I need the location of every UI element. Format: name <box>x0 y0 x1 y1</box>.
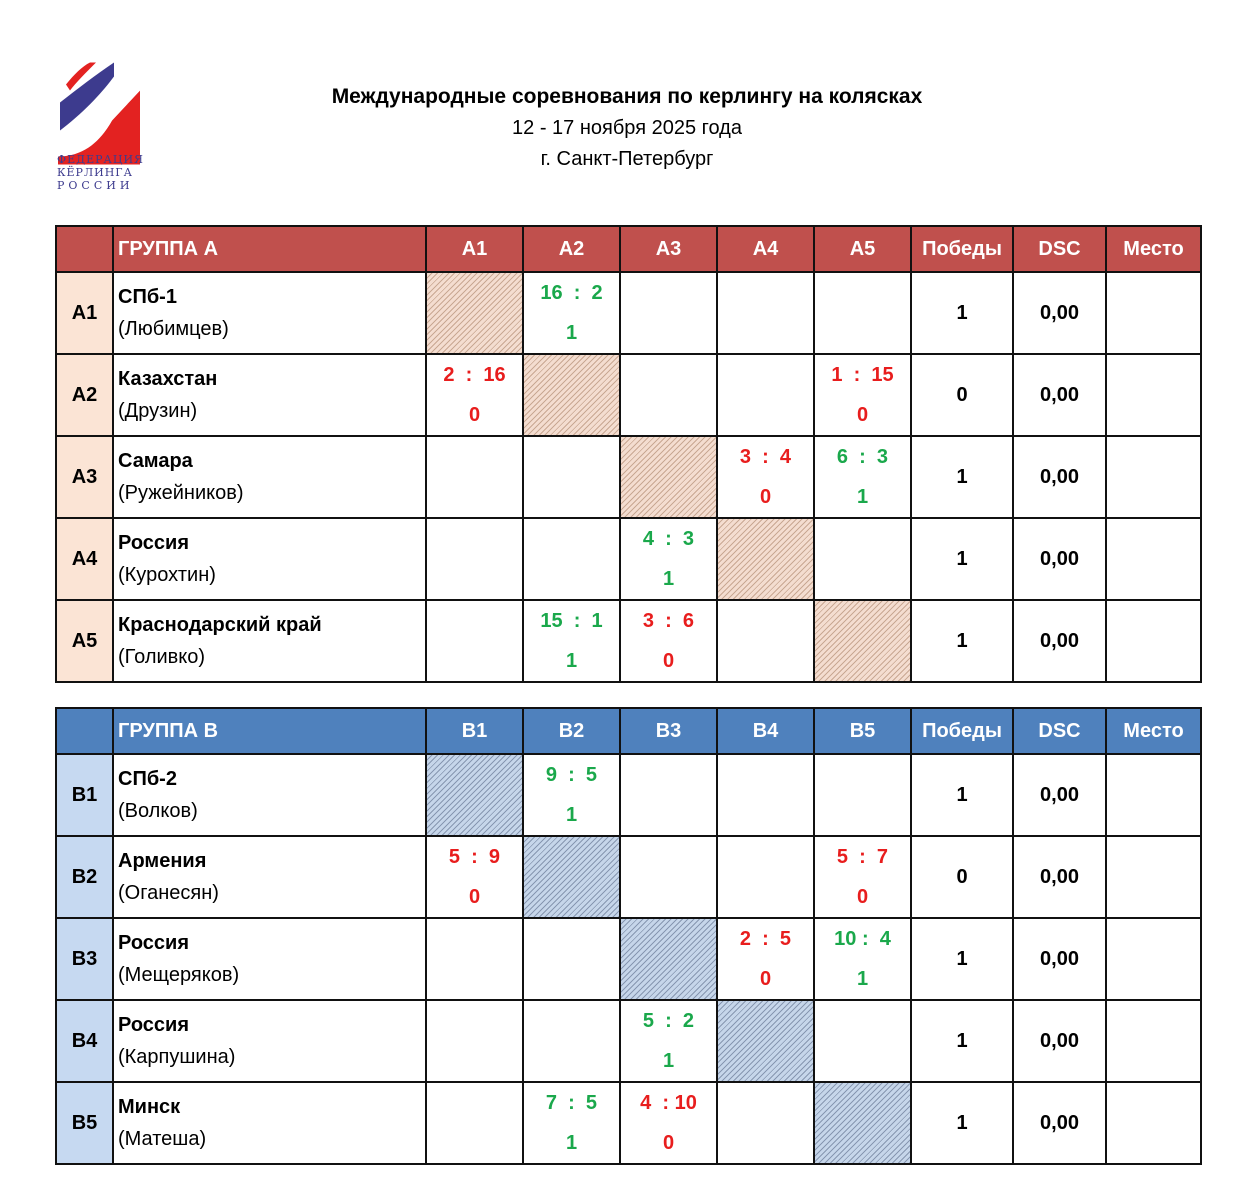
table-row <box>56 436 1201 518</box>
match-points: 1 <box>565 650 578 672</box>
empty-result-cell <box>426 600 523 682</box>
dsc-value: 0,00 <box>1013 518 1106 600</box>
match-result-cell <box>620 1000 717 1082</box>
match-score: 9 : 5 <box>545 764 598 786</box>
wins-value: 1 <box>911 918 1013 1000</box>
skip-name: (Курохтин) <box>118 564 216 586</box>
diagonal-cell <box>620 436 717 518</box>
diagonal-cell <box>814 600 911 682</box>
match-score: 2 : 5 <box>739 928 792 950</box>
column-header: B4 <box>717 708 814 754</box>
diagonal-cell <box>426 272 523 354</box>
skip-name: (Оганесян) <box>118 882 219 904</box>
match-result-cell <box>717 918 814 1000</box>
dsc-value: 0,00 <box>1013 600 1106 682</box>
dsc-header: DSC <box>1013 708 1106 754</box>
skip-name: (Друзин) <box>118 400 198 422</box>
match-result-cell <box>523 1082 620 1164</box>
wins-value: 1 <box>911 1082 1013 1164</box>
team-cell <box>113 836 426 918</box>
logo-text <box>57 153 144 192</box>
match-points: 0 <box>468 886 481 908</box>
diagonal-cell <box>523 354 620 436</box>
match-result-cell <box>814 918 911 1000</box>
skip-name: (Матеша) <box>118 1128 207 1150</box>
diagonal-cell <box>620 918 717 1000</box>
team-name: Казахстан <box>118 368 218 390</box>
table-row <box>56 918 1201 1000</box>
skip-name: (Карпушина) <box>118 1046 236 1068</box>
match-result-cell <box>620 1082 717 1164</box>
team-name: Армения <box>118 850 207 872</box>
column-header: B3 <box>620 708 717 754</box>
place-value <box>1106 354 1201 436</box>
team-code: A2 <box>56 354 113 436</box>
wins-value: 0 <box>911 354 1013 436</box>
match-score: 5 : 9 <box>448 846 501 868</box>
header-row <box>56 708 1201 754</box>
place-value <box>1106 754 1201 836</box>
team-cell <box>113 918 426 1000</box>
match-result-cell <box>523 754 620 836</box>
table-row <box>56 754 1201 836</box>
table-row <box>56 354 1201 436</box>
team-code: B5 <box>56 1082 113 1164</box>
team-name: СПб-1 <box>118 286 177 308</box>
empty-result-cell <box>426 1082 523 1164</box>
team-cell <box>113 354 426 436</box>
place-header: Место <box>1106 708 1201 754</box>
wins-value: 1 <box>911 272 1013 354</box>
dsc-value: 0,00 <box>1013 436 1106 518</box>
wins-value: 1 <box>911 754 1013 836</box>
table-row <box>56 600 1201 682</box>
team-cell <box>113 272 426 354</box>
empty-result-cell <box>717 272 814 354</box>
empty-result-cell <box>620 754 717 836</box>
empty-result-cell <box>426 918 523 1000</box>
team-cell <box>113 518 426 600</box>
empty-result-cell <box>814 518 911 600</box>
skip-name: (Голивко) <box>118 646 206 668</box>
empty-result-cell <box>523 518 620 600</box>
match-points: 1 <box>856 486 869 508</box>
empty-result-cell <box>426 518 523 600</box>
match-score: 15 : 1 <box>540 610 603 632</box>
empty-result-cell <box>814 754 911 836</box>
place-value <box>1106 836 1201 918</box>
team-code: A5 <box>56 600 113 682</box>
team-name: Самара <box>118 450 193 472</box>
team-code: B2 <box>56 836 113 918</box>
wins-value: 1 <box>911 436 1013 518</box>
column-header: B5 <box>814 708 911 754</box>
team-cell <box>113 600 426 682</box>
match-result-cell <box>717 436 814 518</box>
table-row <box>56 1000 1201 1082</box>
empty-result-cell <box>426 436 523 518</box>
match-result-cell <box>814 436 911 518</box>
diagonal-cell <box>426 754 523 836</box>
match-score: 16 : 2 <box>540 282 603 304</box>
column-header: A5 <box>814 226 911 272</box>
place-value <box>1106 918 1201 1000</box>
place-value <box>1106 1082 1201 1164</box>
match-points: 1 <box>662 1050 675 1072</box>
team-cell <box>113 1000 426 1082</box>
dsc-value: 0,00 <box>1013 1000 1106 1082</box>
team-name: Россия <box>118 932 190 954</box>
team-code: B1 <box>56 754 113 836</box>
wins-header: Победы <box>911 226 1013 272</box>
empty-result-cell <box>620 272 717 354</box>
wins-value: 0 <box>911 836 1013 918</box>
dsc-value: 0,00 <box>1013 918 1106 1000</box>
match-result-cell <box>620 600 717 682</box>
skip-name: (Мещеряков) <box>118 964 240 986</box>
match-result-cell <box>426 354 523 436</box>
match-result-cell <box>620 518 717 600</box>
match-result-cell <box>523 272 620 354</box>
logo-line-1: ФЕДЕРАЦИЯ <box>57 153 144 166</box>
place-value <box>1106 518 1201 600</box>
column-header: B2 <box>523 708 620 754</box>
dsc-value: 0,00 <box>1013 354 1106 436</box>
empty-result-cell <box>523 436 620 518</box>
match-points: 1 <box>662 568 675 590</box>
place-value <box>1106 600 1201 682</box>
diagonal-cell <box>717 518 814 600</box>
match-score: 4 : 10 <box>640 1092 697 1114</box>
match-score: 1 : 15 <box>831 364 894 386</box>
match-result-cell <box>814 354 911 436</box>
match-score: 10 : 4 <box>834 928 891 950</box>
match-points: 0 <box>856 404 869 426</box>
empty-result-cell <box>717 600 814 682</box>
match-result-cell <box>523 600 620 682</box>
empty-result-cell <box>814 272 911 354</box>
dsc-header: DSC <box>1013 226 1106 272</box>
empty-result-cell <box>620 836 717 918</box>
event-dates: 12 - 17 ноября 2025 года <box>512 117 742 139</box>
diagonal-cell <box>717 1000 814 1082</box>
empty-result-cell <box>620 354 717 436</box>
match-score: 5 : 2 <box>642 1010 695 1032</box>
empty-result-cell <box>523 918 620 1000</box>
match-score: 6 : 3 <box>836 446 889 468</box>
table-row <box>56 836 1201 918</box>
match-score: 5 : 7 <box>836 846 889 868</box>
group-a-table <box>55 225 1202 683</box>
match-points: 1 <box>565 804 578 826</box>
team-name: Россия <box>118 1014 190 1036</box>
event-city: г. Санкт-Петербург <box>540 148 714 170</box>
column-header: A1 <box>426 226 523 272</box>
empty-result-cell <box>426 1000 523 1082</box>
match-points: 0 <box>468 404 481 426</box>
empty-result-cell <box>717 836 814 918</box>
dsc-value: 0,00 <box>1013 272 1106 354</box>
logo-line-3: РОССИИ <box>57 179 134 192</box>
logo-line-2: КЁРЛИНГА <box>57 166 133 179</box>
team-code: B3 <box>56 918 113 1000</box>
team-code: A3 <box>56 436 113 518</box>
corner-cell <box>56 226 113 272</box>
dsc-value: 0,00 <box>1013 754 1106 836</box>
table-row <box>56 1082 1201 1164</box>
team-cell <box>113 754 426 836</box>
team-cell <box>113 436 426 518</box>
team-code: A1 <box>56 272 113 354</box>
wins-header: Победы <box>911 708 1013 754</box>
skip-name: (Ружейников) <box>118 482 244 504</box>
team-name: Краснодарский край <box>118 614 322 636</box>
match-points: 1 <box>856 968 869 990</box>
team-name: Россия <box>118 532 190 554</box>
team-code: B4 <box>56 1000 113 1082</box>
match-score: 3 : 4 <box>739 446 792 468</box>
column-header: A2 <box>523 226 620 272</box>
match-result-cell <box>814 836 911 918</box>
wins-value: 1 <box>911 600 1013 682</box>
empty-result-cell <box>717 354 814 436</box>
column-header: A3 <box>620 226 717 272</box>
group-b-table <box>55 707 1202 1165</box>
match-result-cell <box>426 836 523 918</box>
place-header: Место <box>1106 226 1201 272</box>
empty-result-cell <box>717 754 814 836</box>
match-points: 1 <box>565 1132 578 1154</box>
column-header: B1 <box>426 708 523 754</box>
empty-result-cell <box>523 1000 620 1082</box>
match-points: 1 <box>565 322 578 344</box>
wins-value: 1 <box>911 518 1013 600</box>
page-title: Международные соревнования по керлингу на колясках <box>331 85 923 108</box>
table-row <box>56 272 1201 354</box>
empty-result-cell <box>814 1000 911 1082</box>
team-code: A4 <box>56 518 113 600</box>
match-points: 0 <box>856 886 869 908</box>
place-value <box>1106 272 1201 354</box>
match-points: 0 <box>759 968 772 990</box>
match-points: 0 <box>662 1132 675 1154</box>
diagonal-cell <box>523 836 620 918</box>
dsc-value: 0,00 <box>1013 1082 1106 1164</box>
group-name: ГРУППА А <box>113 226 426 272</box>
empty-result-cell <box>717 1082 814 1164</box>
place-value <box>1106 436 1201 518</box>
group-name: ГРУППА В <box>113 708 426 754</box>
match-score: 2 : 16 <box>443 364 506 386</box>
match-points: 0 <box>759 486 772 508</box>
place-value <box>1106 1000 1201 1082</box>
table-row <box>56 518 1201 600</box>
match-score: 4 : 3 <box>642 528 695 550</box>
skip-name: (Волков) <box>118 800 198 822</box>
team-cell <box>113 1082 426 1164</box>
corner-cell <box>56 708 113 754</box>
team-name: Минск <box>118 1096 181 1118</box>
header-row <box>56 226 1201 272</box>
page-header <box>300 82 954 174</box>
column-header: A4 <box>717 226 814 272</box>
match-score: 7 : 5 <box>545 1092 598 1114</box>
wins-value: 1 <box>911 1000 1013 1082</box>
match-points: 0 <box>662 650 675 672</box>
match-score: 3 : 6 <box>642 610 695 632</box>
dsc-value: 0,00 <box>1013 836 1106 918</box>
team-name: СПб-2 <box>118 768 177 790</box>
skip-name: (Любимцев) <box>118 318 229 340</box>
diagonal-cell <box>814 1082 911 1164</box>
